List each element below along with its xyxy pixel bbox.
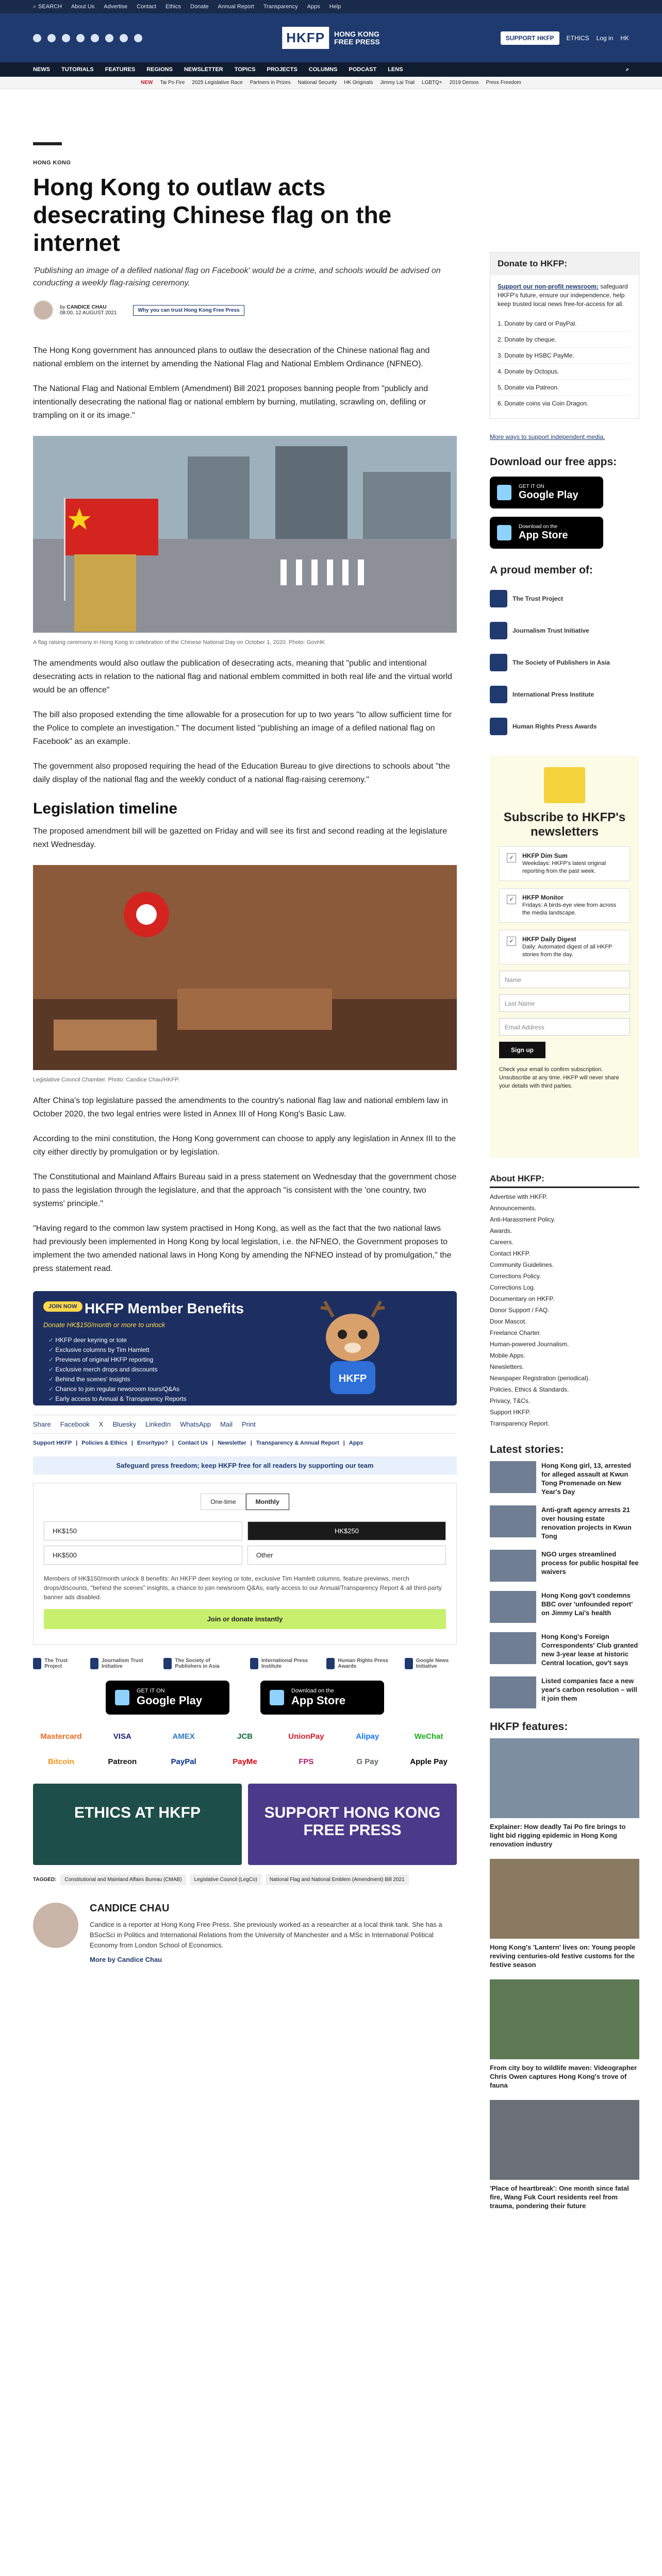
paragraph: The proposed amendment bill will be gazetted on Friday and will see its first and second reading at the legislature next Wednesday. bbox=[33, 827, 448, 849]
trending-item[interactable]: National Security bbox=[297, 80, 337, 86]
newsletter-signup bbox=[490, 756, 639, 1158]
org-logo[interactable]: The Society of Publishers in Asia bbox=[163, 1658, 236, 1669]
sidebar bbox=[490, 89, 639, 2221]
paragraph: After China's top legislature passed the amendments to the country's national flag law and national emblem law in October 2020, the two legal entries were listed in Annex III of Hong Kong's Basic Law. bbox=[33, 1096, 448, 1118]
photo-caption: A flag raising ceremony in Hong Kong in celebration of the Chinese National Day on October 1, 2020. Photo: GovHK bbox=[33, 639, 325, 646]
nav-projects[interactable]: PROJECTS bbox=[267, 66, 297, 73]
donation-widget bbox=[33, 1483, 457, 1645]
org-icon bbox=[490, 622, 507, 639]
share-facebook[interactable]: Facebook bbox=[60, 1420, 90, 1428]
title-rule bbox=[33, 142, 62, 145]
sidebar-google-play[interactable]: GET IT ON Google Play bbox=[490, 477, 603, 509]
newsletter-option-dim-sum[interactable]: ✓ HKFP Dim Sum Weekdays: HKFP's latest original reporting from the past week. bbox=[499, 846, 630, 881]
nav-news[interactable]: NEWS bbox=[33, 66, 50, 73]
org-icon bbox=[490, 686, 507, 703]
flag-ceremony-image bbox=[33, 436, 457, 633]
payment-visa[interactable]: VISA bbox=[113, 1732, 131, 1741]
org-icon bbox=[405, 1658, 413, 1669]
org-icon bbox=[490, 654, 507, 671]
footer-links: Support HKFP | Policies & Ethics | Error/typo? | Contact Us | Newsletter | Transparency & Annual Report | Apps bbox=[33, 1440, 363, 1446]
feature-story[interactable]: From city boy to wildlife maven: Videographer Chris Owen captures Hong Kong's trove of fauna bbox=[490, 1979, 639, 2090]
trust-badge[interactable]: Why you can trust Hong Kong Free Press bbox=[133, 305, 244, 316]
telegram-icon[interactable] bbox=[134, 34, 142, 42]
nav-podcast[interactable]: PODCAST bbox=[349, 66, 377, 73]
author-avatar[interactable] bbox=[33, 300, 54, 320]
payment-amex[interactable]: AMEX bbox=[172, 1732, 195, 1741]
nav-topics[interactable]: TOPICS bbox=[234, 66, 256, 73]
payment-alipay[interactable]: Alipay bbox=[356, 1732, 379, 1741]
email-field[interactable]: Email Address bbox=[499, 1018, 630, 1036]
amount-option[interactable]: HK$150 bbox=[44, 1521, 242, 1540]
promo-banners bbox=[33, 1784, 457, 1865]
article-tags bbox=[33, 1874, 457, 1885]
about-link[interactable]: Human-powered Journalism. bbox=[490, 1341, 569, 1348]
trending-item[interactable]: 2019 Demos bbox=[449, 80, 479, 86]
about-link[interactable]: Corrections Policy. bbox=[490, 1273, 541, 1280]
feature-image bbox=[490, 2100, 639, 2180]
trending-item[interactable]: Press Freedom bbox=[486, 80, 521, 86]
payment-wechat[interactable]: WeChat bbox=[414, 1732, 443, 1741]
benefit-item: ✓ HKFP deer keyring or tote bbox=[48, 1335, 187, 1345]
logo-mark: HKFP bbox=[282, 27, 329, 49]
sidebar-app-store[interactable]: Download on the App Store bbox=[490, 517, 603, 549]
feature-story[interactable]: Hong Kong's 'Lantern' lives on: Young people reviving centuries-old festive customs for the festive season bbox=[490, 1859, 639, 1969]
story-thumbnail bbox=[490, 1632, 536, 1664]
donate-option[interactable]: 6. Donate coins via Coin Dragon. bbox=[498, 395, 632, 411]
safeguard-banner[interactable]: Safeguard press freedom; keep HKFP free for all readers by supporting our team bbox=[33, 1456, 457, 1475]
download-apps-title: Download our free apps: bbox=[490, 456, 617, 468]
member-org[interactable]: Journalism Trust Initiative bbox=[490, 615, 639, 647]
payment-patreon[interactable]: Patreon bbox=[108, 1757, 137, 1766]
member-org[interactable]: The Trust Project bbox=[490, 583, 639, 615]
error-typo-link[interactable]: Error/typo? bbox=[137, 1440, 168, 1446]
trending-bar bbox=[0, 77, 662, 89]
newsletter-option-daily-digest[interactable]: ✓ HKFP Daily Digest Daily: Automated digest of all HKFP stories from the day. bbox=[499, 930, 630, 964]
membership-note: Members of HK$150/month unlock 8 benefits: An HKFP deer keyring or tote, exclusive Tim Hamlett columns, feature previews, merch drops/discounts, "behind the scenes" insights, a chance to join newsroom Q&As, early access to our Annual/Transparency Report & all third-party banner ads disabled. bbox=[44, 1575, 442, 1601]
first-name-field[interactable]: Name bbox=[499, 971, 630, 988]
latest-stories bbox=[490, 1444, 639, 1708]
about-link[interactable]: Announcements. bbox=[490, 1205, 537, 1212]
nav-lens[interactable]: LENS bbox=[388, 66, 403, 73]
instagram-icon[interactable] bbox=[62, 34, 70, 42]
payment-unionpay[interactable]: UnionPay bbox=[288, 1732, 324, 1741]
about-link[interactable]: Community Guidelines. bbox=[490, 1261, 554, 1268]
byline-text: by CANDICE CHAU 08:00, 12 AUGUST 2021 bbox=[60, 304, 117, 316]
donate-option[interactable]: 4. Donate by Octopus. bbox=[498, 363, 632, 379]
ethics-promo[interactable]: ETHICS AT HKFP bbox=[33, 1784, 242, 1865]
feature-story[interactable]: 'Place of heartbreak': One month since fatal fire, Wang Fuk Court residents reel from trauma, pondering their future bbox=[490, 2100, 639, 2210]
payment-applepay[interactable]: Apple Pay bbox=[410, 1757, 448, 1766]
paragraph: "Having regard to the common law system practised in Hong Kong, as well as the fact that the two national laws had previously been implemented in Hong Kong by local legislation, i.e. the NFNEO, the Government proposes to implement the two amended national laws in Hong Kong by amending the NFNEO instead of by promulgation," the press statement read. bbox=[33, 1224, 452, 1273]
share-bluesky[interactable]: Bluesky bbox=[112, 1420, 136, 1428]
latest-story[interactable]: Anti-graft agency arrests 21 over housing estate renovation projects in Kwun Tong bbox=[490, 1505, 639, 1540]
trending-item[interactable]: Jimmy Lai Trial bbox=[380, 80, 415, 86]
benefit-item: ✓ Chance to join regular newsroom tours/Q&As bbox=[48, 1384, 187, 1394]
benefit-item: ✓ Exclusive columns by Tim Hamlett bbox=[48, 1345, 187, 1355]
org-icon bbox=[490, 590, 507, 607]
nav-regions[interactable]: REGIONS bbox=[146, 66, 173, 73]
last-name-field[interactable]: Last Name bbox=[499, 994, 630, 1012]
envelope-icon bbox=[544, 767, 585, 803]
payment-methods bbox=[33, 1728, 457, 1770]
apps-footer-link[interactable]: Apps bbox=[349, 1440, 363, 1446]
logo-wordmark: HONG KONG FREE PRESS bbox=[334, 29, 380, 46]
benefit-item: ✓ Previews of original HKFP reporting bbox=[48, 1355, 187, 1365]
contact-link[interactable]: Contact bbox=[137, 4, 157, 10]
share-bar bbox=[33, 1415, 457, 1434]
transparency-link[interactable]: Transparency bbox=[263, 4, 298, 10]
top-utility-bar bbox=[0, 0, 662, 13]
tag[interactable]: Legislative Council (LegCo) bbox=[190, 1874, 261, 1885]
publish-date: 08:00, 12 AUGUST 2021 bbox=[60, 310, 117, 316]
payment-fps[interactable]: FPS bbox=[299, 1757, 314, 1766]
about-link[interactable]: Mobile Apps. bbox=[490, 1352, 525, 1359]
donate-option[interactable]: 2. Donate by cheque. bbox=[498, 331, 632, 347]
about-link[interactable]: Support HKFP. bbox=[490, 1409, 531, 1416]
one-time-tab[interactable]: One-time bbox=[201, 1494, 245, 1510]
byline bbox=[33, 300, 457, 320]
support-hkfp-link[interactable]: Support HKFP bbox=[33, 1440, 72, 1446]
about-link[interactable]: Contact HKFP. bbox=[490, 1250, 531, 1257]
section-heading: Legislation timeline bbox=[33, 800, 178, 817]
share-whatsapp[interactable]: WhatsApp bbox=[180, 1420, 211, 1428]
photo-caption: Legislative Council Chamber. Photo: Candice Chau/HKFP. bbox=[33, 1077, 180, 1083]
latest-story[interactable]: NGO urges streamlined process for public hospital fee waivers bbox=[490, 1550, 639, 1582]
deer-mascot-icon bbox=[301, 1296, 404, 1399]
benefits-list bbox=[48, 1335, 187, 1404]
ethics-header-link[interactable]: ETHICS bbox=[566, 34, 589, 42]
org-icon bbox=[90, 1658, 98, 1669]
latest-story[interactable]: Hong Kong gov't condemns BBC over 'unfounded report' on Jimmy Lai's health bbox=[490, 1591, 639, 1623]
donate-link[interactable]: Donate bbox=[190, 4, 209, 10]
header-actions bbox=[501, 31, 629, 45]
search-icon: ⌕ bbox=[33, 3, 37, 10]
donate-box bbox=[490, 252, 639, 419]
benefit-item: ✓ Exclusive merch drops and discounts bbox=[48, 1365, 187, 1375]
support-promo[interactable]: SUPPORT HONG KONG FREE PRESS bbox=[248, 1784, 457, 1865]
feature-image bbox=[490, 1738, 639, 1818]
payment-paypal[interactable]: PayPal bbox=[171, 1757, 196, 1766]
member-org[interactable]: Human Rights Press Awards bbox=[490, 710, 639, 742]
subscribe-fineprint: Check your email to confirm subscription. Unsubscribe at any time. HKFP will never share your details with third parties. bbox=[499, 1066, 619, 1089]
paragraph: The Constitutional and Mainland Affairs Bureau said in a press statement on Wednesday that the government chose to pass the legislation through the legislature, and that the approach "is consistent with the 'one country, two systems' principle." bbox=[33, 1173, 457, 1208]
latest-title: Latest stories: bbox=[490, 1444, 564, 1455]
member-benefits-sub: Donate HK$150/month or more to unlock bbox=[43, 1321, 166, 1329]
proud-member-list bbox=[490, 583, 639, 742]
nav-newsletter[interactable]: NEWSLETTER bbox=[184, 66, 223, 73]
transparency-report-link[interactable]: Transparency & Annual Report bbox=[256, 1440, 339, 1446]
app-store-buttons bbox=[33, 1681, 457, 1715]
share-linkedin[interactable]: LinkedIn bbox=[145, 1420, 171, 1428]
threads-icon[interactable] bbox=[91, 34, 99, 42]
share-x[interactable]: X bbox=[98, 1420, 104, 1428]
story-thumbnail bbox=[490, 1461, 536, 1493]
org-icon bbox=[33, 1658, 41, 1669]
about-link[interactable]: About Us bbox=[71, 4, 95, 10]
share-mail[interactable]: Mail bbox=[220, 1420, 233, 1428]
flag-ceremony-photo bbox=[33, 436, 457, 646]
newsletter-link[interactable]: Newsletter bbox=[218, 1440, 246, 1446]
latest-story[interactable]: Hong Kong girl, 13, arrested for alleged assault at Kwun Tong Promenade on New Year's Day bbox=[490, 1461, 639, 1496]
bluesky-icon[interactable] bbox=[105, 34, 113, 42]
subscribe-title: Subscribe to HKFP's newsletters bbox=[503, 810, 626, 839]
donate-option[interactable]: 3. Donate by HSBC PayMe. bbox=[498, 347, 632, 363]
member-benefits-title: HKFP Member Benefits bbox=[85, 1300, 244, 1316]
member-benefits-banner[interactable] bbox=[33, 1291, 457, 1405]
payment-jcb[interactable]: JCB bbox=[237, 1732, 253, 1741]
about-link[interactable]: Transparency Report. bbox=[490, 1420, 550, 1427]
about-link[interactable]: Newsletters. bbox=[490, 1363, 524, 1370]
about-link[interactable]: Anti-Harassment Policy. bbox=[490, 1216, 556, 1223]
x-icon[interactable] bbox=[47, 34, 56, 42]
org-icon bbox=[490, 718, 507, 735]
payment-gpay[interactable]: G Pay bbox=[356, 1757, 378, 1766]
trending-item[interactable]: Partners in Prizes bbox=[250, 80, 291, 86]
amount-other[interactable]: Other bbox=[247, 1546, 446, 1565]
policies-link[interactable]: Policies & Ethics bbox=[81, 1440, 127, 1446]
about-link[interactable]: Donor Support / FAQ. bbox=[490, 1307, 550, 1314]
latest-story[interactable]: Hong Kong's Foreign Correspondents' Club granted new 3-year lease at historic Central location, gov't says bbox=[490, 1632, 639, 1667]
amount-options bbox=[44, 1521, 446, 1565]
story-thumbnail bbox=[490, 1550, 536, 1582]
about-link[interactable]: Advertise with HKFP. bbox=[490, 1193, 548, 1200]
about-link[interactable]: Newspaper Registration (periodical). bbox=[490, 1375, 590, 1382]
social-links bbox=[33, 34, 142, 42]
payment-payme[interactable]: PayMe bbox=[233, 1757, 257, 1766]
member-org[interactable]: International Press Institute bbox=[490, 679, 639, 710]
proud-member-title: A proud member of: bbox=[490, 564, 593, 576]
about-title: About HKFP: bbox=[490, 1173, 639, 1188]
latest-story[interactable]: Listed companies face a new year's carbon resolution – will it join them bbox=[490, 1676, 639, 1708]
advertise-link[interactable]: Advertise bbox=[104, 4, 128, 10]
article-title: Hong Kong to outlaw acts desecrating Chinese flag on the internet bbox=[33, 174, 392, 256]
org-icon bbox=[163, 1658, 172, 1669]
new-label: NEW bbox=[141, 80, 153, 86]
org-logo[interactable]: International Press Institute bbox=[250, 1658, 312, 1669]
article-column bbox=[33, 89, 457, 1963]
about-link[interactable]: Privacy, T&Cs. bbox=[490, 1397, 531, 1404]
payment-mastercard[interactable]: Mastercard bbox=[40, 1732, 82, 1741]
login-link[interactable]: Log in bbox=[596, 34, 614, 42]
donate-box-lead: Support our non-profit newsroom: safeguard HKFP's future, ensure our independence, help keep trusted local news free-for-access for all. bbox=[498, 283, 628, 308]
org-logo[interactable]: Google News Initiative bbox=[405, 1658, 457, 1669]
author-box-avatar[interactable] bbox=[33, 1903, 78, 1948]
nav-columns[interactable]: COLUMNS bbox=[308, 66, 338, 73]
site-header bbox=[0, 13, 662, 62]
frequency-toggle bbox=[44, 1494, 446, 1510]
trending-item[interactable]: Tai Po Fire bbox=[160, 80, 185, 86]
nav-features[interactable]: FEATURES bbox=[105, 66, 136, 73]
amount-option[interactable]: HK$500 bbox=[44, 1546, 242, 1565]
paragraph: The amendments would also outlaw the publication of desecrating acts, meaning that "public and intentional desecrating acts in relation to the national flag and national emblem committed in both real life and the virtual world would be an offence" bbox=[33, 659, 452, 694]
about-link[interactable]: Door Mascot. bbox=[490, 1318, 527, 1325]
ethics-link[interactable]: Ethics bbox=[166, 4, 181, 10]
more-by-author-link[interactable]: More by Candice Chau bbox=[90, 1956, 162, 1963]
nav-tutorials[interactable]: TUTORIALS bbox=[61, 66, 94, 73]
main-nav bbox=[0, 62, 662, 77]
story-thumbnail bbox=[490, 1591, 536, 1623]
support-hkfp-button[interactable]: SUPPORT HKFP bbox=[501, 31, 559, 45]
donate-option[interactable]: 5. Donate via Patreon. bbox=[498, 379, 632, 395]
paragraph: The government also proposed requiring the head of the Education Bureau to give directions to schools about "the daily display of the national flag and the weekly conduct of a national flag-raising ceremony." bbox=[33, 762, 450, 784]
paragraph: The bill also proposed extending the time allowable for a prosecution for up to two years "to allow sufficient time for the Police to complete an investigation." The document listed "publishing an image of a defiled national flag on Facebook" as an example. bbox=[33, 710, 452, 746]
payment-bitcoin[interactable]: Bitcoin bbox=[48, 1757, 74, 1766]
tags-label: TAGGED: bbox=[33, 1877, 57, 1883]
paragraph: The National Flag and National Emblem (Amendment) Bill 2021 proposes banning people from "publicly and intentionally desecrating the national flag or national emblem by burning, mutilating, scrawling on, defiling or trampling on it or its image." bbox=[33, 384, 428, 420]
about-hkfp-list bbox=[490, 1173, 639, 1429]
about-link[interactable]: Policies, Ethics & Standards. bbox=[490, 1386, 569, 1393]
article-dek: 'Publishing an image of a defiled national flag on Facebook' would be a crime, and schools would be advised on conducting a weekly flag-raising ceremony. bbox=[33, 266, 441, 287]
author-bio: Candice is a reporter at Hong Kong Free Press. She previously worked as a researcher at a local think tank. She has a BSocSci in Politics and International Relations from the University of Manchester and a MSc in International Political Economy from London School of Economics. bbox=[90, 1921, 442, 1949]
legco-chamber-image bbox=[33, 865, 457, 1070]
share-print[interactable]: Print bbox=[241, 1420, 256, 1428]
contact-us-link[interactable]: Contact Us bbox=[177, 1440, 208, 1446]
language-switch[interactable]: HK bbox=[620, 34, 629, 42]
annual-report-link[interactable]: Annual Report bbox=[218, 4, 254, 10]
category-kicker[interactable]: HONG KONG bbox=[33, 160, 71, 166]
story-thumbnail bbox=[490, 1676, 536, 1708]
monthly-tab[interactable]: Monthly bbox=[246, 1494, 289, 1510]
about-link[interactable]: Freelance Charter. bbox=[490, 1329, 541, 1336]
site-logo[interactable] bbox=[282, 27, 379, 49]
about-link[interactable]: Awards. bbox=[490, 1227, 512, 1234]
author-box bbox=[33, 1903, 457, 1963]
google-play-button[interactable]: GET IT ON Google Play bbox=[106, 1681, 229, 1715]
member-org[interactable]: The Society of Publishers in Asia bbox=[490, 647, 639, 679]
app-store-button[interactable]: Download on the App Store bbox=[260, 1681, 384, 1715]
mascot-shirt-label: HKFP bbox=[338, 1373, 367, 1384]
linkedin-icon[interactable] bbox=[120, 34, 128, 42]
features-title: HKFP features: bbox=[490, 1721, 568, 1733]
paragraph: The Hong Kong government has announced plans to outlaw the desecration of the Chinese national flag and national emblem on the internet by amending the National Flag and National Emblem Ordinance (NFNEO). bbox=[33, 346, 430, 368]
benefit-item: ✓ Early access to Annual & Transparency Reports bbox=[48, 1394, 187, 1404]
org-icon bbox=[326, 1658, 335, 1669]
join-now-badge[interactable]: JOIN NOW bbox=[43, 1301, 82, 1312]
search-link[interactable]: ⌕ SEARCH bbox=[33, 3, 62, 10]
share-label: Share bbox=[33, 1420, 51, 1428]
legco-photo bbox=[33, 865, 457, 1083]
donate-option[interactable]: 1. Donate by card or PayPal. bbox=[498, 320, 577, 327]
trending-item[interactable]: HK Originals bbox=[344, 80, 373, 86]
apps-link[interactable]: Apps bbox=[307, 4, 320, 10]
about-link[interactable]: Careers. bbox=[490, 1239, 514, 1246]
trending-item[interactable]: LGBTQ+ bbox=[422, 80, 442, 86]
org-logo[interactable]: Journalism Trust Initiative bbox=[90, 1658, 149, 1669]
hkfp-features bbox=[490, 1721, 639, 2210]
author-name[interactable]: CANDICE CHAU bbox=[67, 304, 107, 310]
feature-image bbox=[490, 1979, 639, 2059]
paragraph: According to the mini constitution, the Hong Kong government can choose to apply any legislation in Annex III to the city either directly by promulgation or by legislation. bbox=[33, 1134, 456, 1157]
feature-story[interactable]: Explainer: How deadly Tai Po fire brings to light bid rigging epidemic in Hong Kong renovation industry bbox=[490, 1738, 639, 1849]
tag[interactable]: Constitutional and Mainland Affairs Bureau (CMAB) bbox=[60, 1874, 186, 1885]
about-link[interactable]: Documentary on HKFP. bbox=[490, 1295, 555, 1302]
sign-up-button[interactable]: Sign up bbox=[499, 1042, 545, 1058]
tag[interactable]: National Flag and National Emblem (Amendment) Bill 2021 bbox=[266, 1874, 409, 1885]
benefit-item: ✓ Behind the scenes' insights bbox=[48, 1375, 187, 1384]
trending-item[interactable]: 2025 Legislative Race bbox=[192, 80, 243, 86]
amount-option-selected[interactable]: HK$250 bbox=[247, 1521, 446, 1540]
youtube-icon[interactable] bbox=[76, 34, 85, 42]
org-icon bbox=[250, 1658, 258, 1669]
donate-box-title: Donate to HKFP: bbox=[490, 252, 639, 275]
author-box-name[interactable]: CANDICE CHAU bbox=[90, 1903, 170, 1914]
help-link[interactable]: Help bbox=[329, 4, 341, 10]
nav-search-icon[interactable]: ⌕ bbox=[625, 66, 629, 73]
org-logo[interactable]: The Trust Project bbox=[33, 1658, 76, 1669]
member-organisations bbox=[33, 1658, 457, 1669]
newsletter-option-monitor[interactable]: ✓ HKFP Monitor Fridays: A birds-eye view from across the media landscape. bbox=[499, 888, 630, 923]
story-thumbnail bbox=[490, 1505, 536, 1537]
about-link[interactable]: Corrections Log. bbox=[490, 1284, 536, 1291]
more-ways-link[interactable]: More ways to support independent media. bbox=[490, 433, 605, 440]
feature-image bbox=[490, 1859, 639, 1939]
join-donate-button[interactable]: Join or donate instantly bbox=[44, 1609, 446, 1629]
org-logo[interactable]: Human Rights Press Awards bbox=[326, 1658, 390, 1669]
facebook-icon[interactable] bbox=[33, 34, 41, 42]
